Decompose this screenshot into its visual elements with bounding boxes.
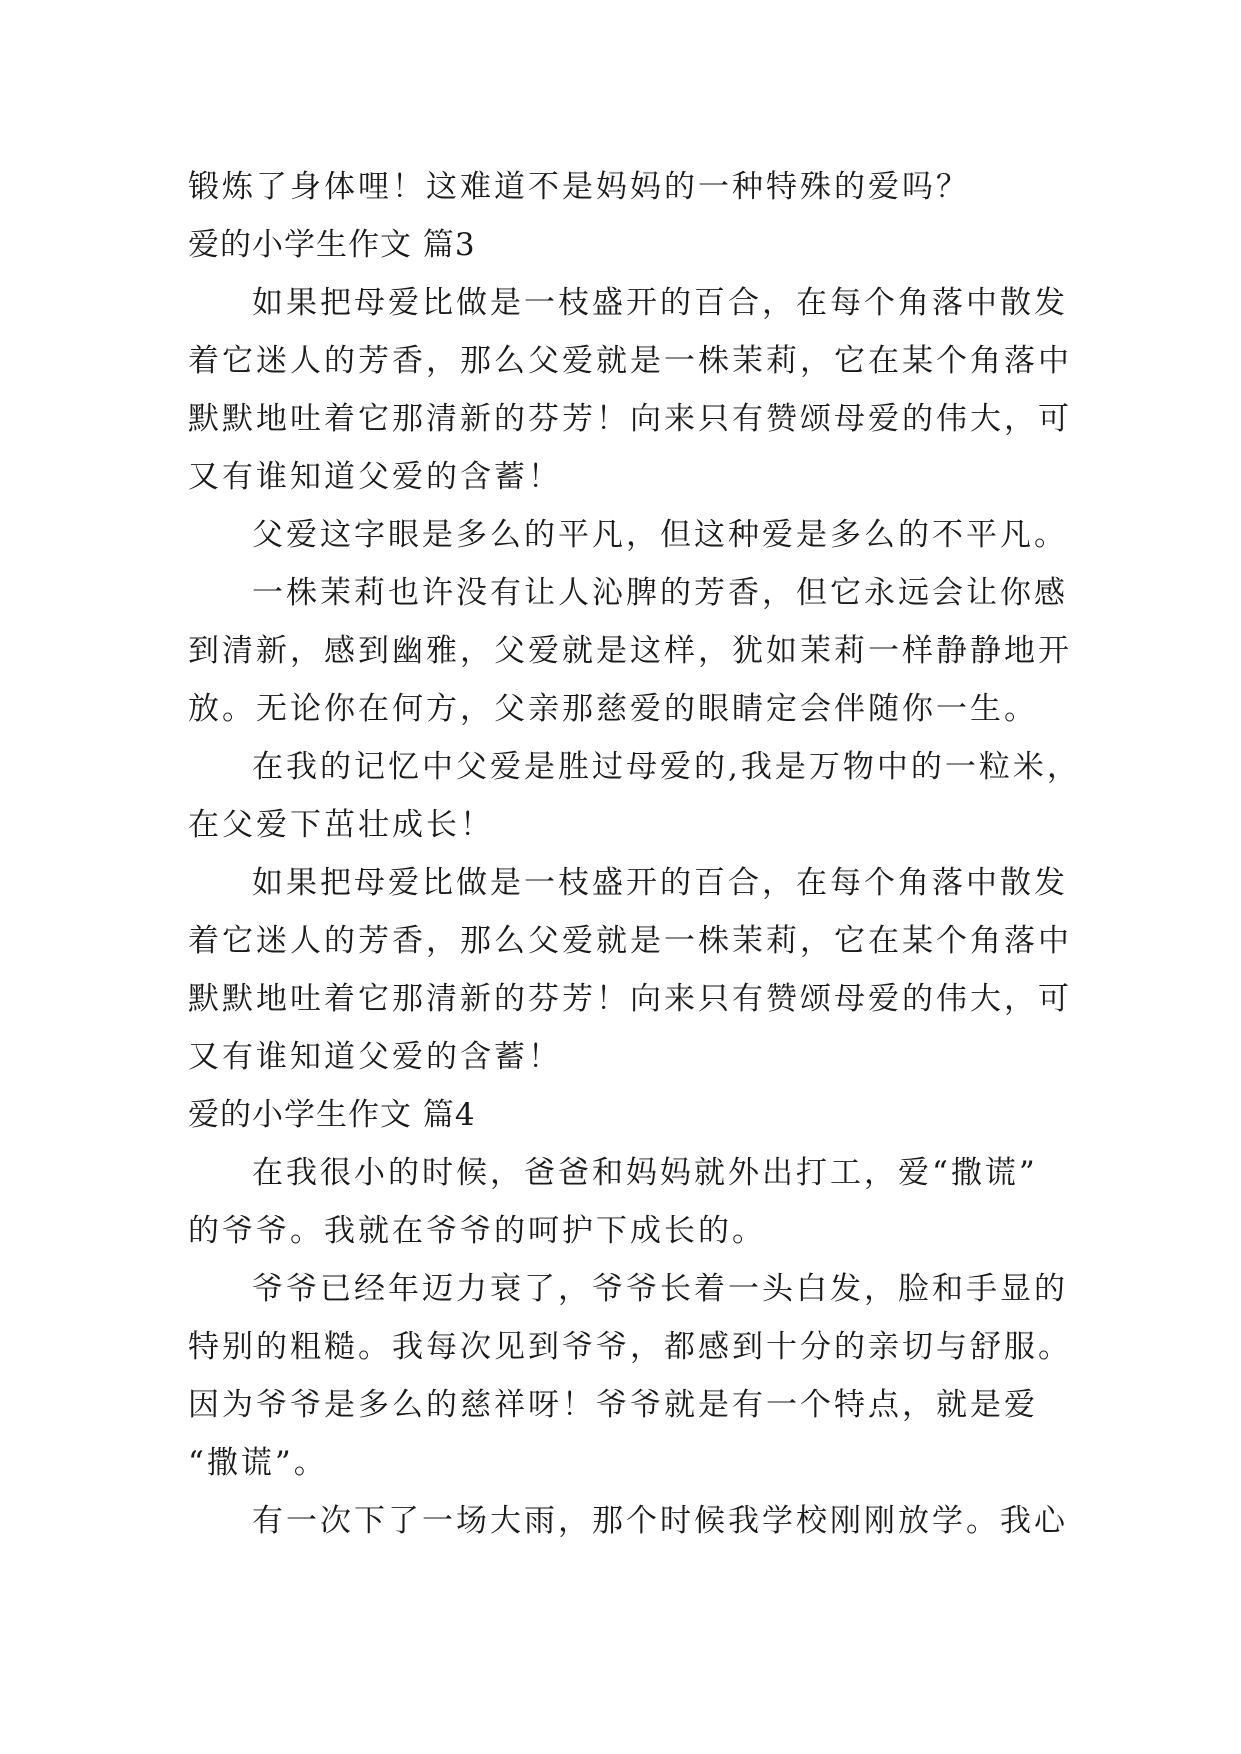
text-line-24: 有一次下了一场大雨，那个时候我学校刚刚放学。我心 xyxy=(252,1503,1068,1539)
section-heading-3: 爱的小学生作文 篇3 xyxy=(188,227,476,263)
text-line-3: 如果把母爱比做是一枝盛开的百合，在每个角落中散发 xyxy=(252,285,1068,321)
text-line-14: 着它迷人的芳香，那么父爱就是一株茉莉，它在某个角落中 xyxy=(188,923,1072,959)
text-line-5: 默默地吐着它那清新的芬芳！向来只有赞颂母爱的伟大，可 xyxy=(188,401,1072,437)
text-line-21: 特别的粗糙。我每次见到爷爷，都感到十分的亲切与舒服。 xyxy=(188,1329,1072,1365)
text-line-13: 如果把母爱比做是一枝盛开的百合，在每个角落中散发 xyxy=(252,865,1068,901)
text-line-23: “撒谎”。 xyxy=(188,1445,328,1481)
text-line-22: 因为爷爷是多么的慈祥呀！爷爷就是有一个特点，就是爱 xyxy=(188,1387,1038,1423)
text-line-18: 在我很小的时候，爸爸和妈妈就外出打工，爱“撒谎” xyxy=(252,1155,1038,1191)
text-line-1: 锻炼了身体哩！这难道不是妈妈的一种特殊的爱吗？ xyxy=(188,169,970,205)
text-line-11: 在我的记忆中父爱是胜过母爱的,我是万物中的一粒米， xyxy=(252,749,1081,785)
text-line-8: 一株茉莉也许没有让人沁脾的芳香，但它永远会让你感 xyxy=(252,575,1068,611)
text-line-6: 又有谁知道父爱的含蓄！ xyxy=(188,459,562,495)
section-heading-4: 爱的小学生作文 篇4 xyxy=(188,1097,476,1133)
text-line-16: 又有谁知道父爱的含蓄！ xyxy=(188,1039,562,1075)
text-line-7: 父爱这字眼是多么的平凡，但这种爱是多么的不平凡。 xyxy=(252,517,1068,553)
text-line-12: 在父爱下茁壮成长！ xyxy=(188,807,494,843)
text-line-9: 到清新，感到幽雅，父爱就是这样，犹如茉莉一样静静地开 xyxy=(188,633,1072,669)
text-line-10: 放。无论你在何方，父亲那慈爱的眼睛定会伴随你一生。 xyxy=(188,691,1038,727)
text-line-20: 爷爷已经年迈力衰了，爷爷长着一头白发，脸和手显的 xyxy=(252,1271,1068,1307)
text-line-4: 着它迷人的芳香，那么父爱就是一株茉莉，它在某个角落中 xyxy=(188,343,1072,379)
document-page xyxy=(188,158,1081,1550)
text-line-15: 默默地吐着它那清新的芬芳！向来只有赞颂母爱的伟大，可 xyxy=(188,981,1072,1017)
text-line-19: 的爷爷。我就在爷爷的呵护下成长的。 xyxy=(188,1213,766,1249)
